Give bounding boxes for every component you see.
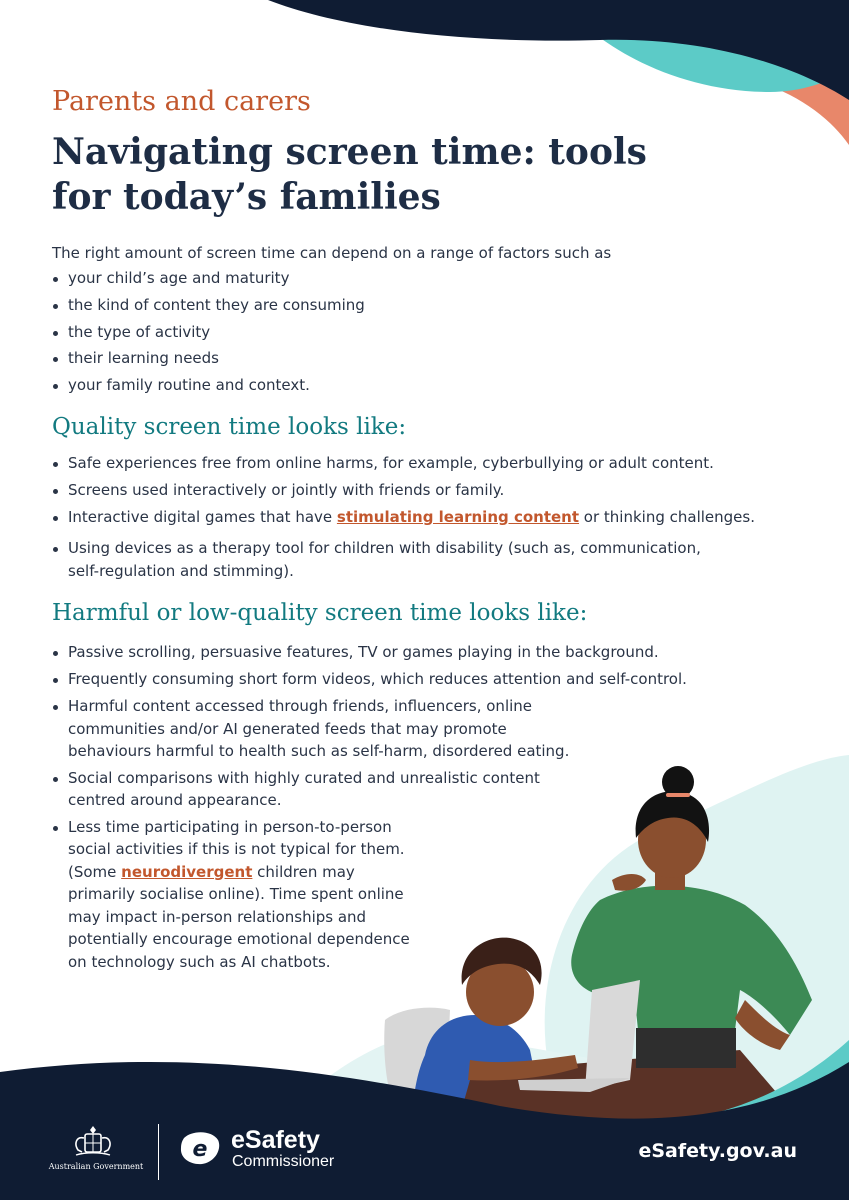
list-item <box>52 816 420 974</box>
australian-government-crest-icon <box>70 1124 116 1160</box>
harmful-list <box>52 641 687 973</box>
item-text-after: children may primarily socialise online). Time spent online may impact in-person relationships and potentially encourage emotional dependence on technology such as AI chatbots. <box>68 862 410 971</box>
list-item: your child’s age and maturity <box>52 267 365 294</box>
list-item: the type of activity <box>52 321 365 348</box>
list-item <box>52 506 772 537</box>
stimulating-learning-content-link[interactable]: stimulating learning content <box>336 508 580 526</box>
list-item: their learning needs <box>52 347 365 374</box>
esafety-logo-letter: e <box>192 1137 208 1162</box>
factors-list <box>52 267 365 401</box>
list-item: Social comparisons with highly curated and unrealistic content centred around appearance. <box>52 767 568 812</box>
website-link[interactable]: eSafety.gov.au <box>638 1140 797 1162</box>
list-item: Safe experiences free from online harms, for example, cyberbullying or adult content. <box>52 452 772 479</box>
esafety-brand-name: eSafety <box>231 1126 320 1154</box>
list-item: the kind of content they are consuming <box>52 294 365 321</box>
list-item: Using devices as a therapy tool for children with disability (such as, communication, self-regulation and stimming). <box>52 537 728 582</box>
intro-text: The right amount of screen time can depend on a range of factors such as <box>52 244 612 262</box>
neurodivergent-link[interactable]: neurodivergent <box>121 862 253 881</box>
list-item: Frequently consuming short form videos, which reduces attention and self-control. <box>52 668 687 695</box>
list-item: Passive scrolling, persuasive features, TV or games playing in the background. <box>52 641 687 668</box>
page-title: Navigating screen time: tools for today’s families <box>52 131 647 218</box>
australian-government-label: Australian Government <box>48 1162 144 1171</box>
footer <box>0 1110 849 1200</box>
item-text-before: Interactive digital games that have <box>68 508 337 526</box>
list-item: Screens used interactively or jointly with friends or family. <box>52 479 772 506</box>
list-item: your family routine and context. <box>52 374 365 401</box>
esafety-brand-subtitle: Commissioner <box>232 1153 335 1170</box>
footer-divider <box>158 1124 159 1180</box>
esafety-logo-icon <box>178 1128 222 1168</box>
quality-heading: Quality screen time looks like: <box>52 414 407 440</box>
harmful-heading: Harmful or low-quality screen time looks like: <box>52 600 588 626</box>
list-item: Harmful content accessed through friends, influencers, online communities and/or AI generated feeds that may promote behaviours harmful to health such as self-harm, disordered eating. <box>52 695 588 763</box>
item-text-before: Less time participating in person-to-person social activities if this is not typical for them. (Some <box>68 817 405 881</box>
quality-list <box>52 452 772 582</box>
item-text-after: or thinking challenges. <box>579 508 755 526</box>
audience-label: Parents and carers <box>52 86 311 117</box>
